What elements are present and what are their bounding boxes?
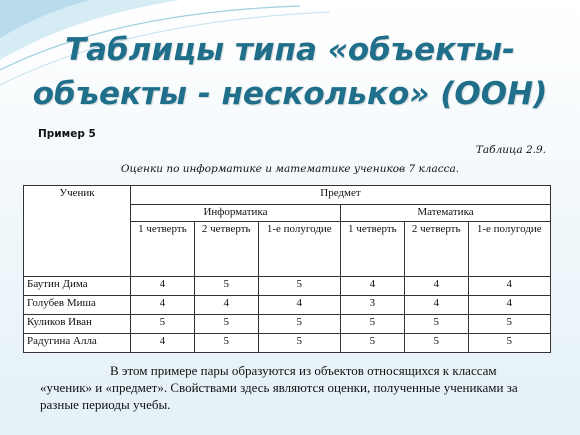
grades-table	[23, 185, 551, 353]
table-row	[24, 315, 551, 334]
summary-paragraph: В этом примере пары образуются из объектов относящихся к классам «ученик» и «предмет». Свойствами здесь являются оценки, полученные учениками за разные периоды учебы.	[40, 363, 518, 412]
grade-cell: 5	[340, 334, 404, 353]
grade-cell: 5	[194, 334, 258, 353]
student-name: Голубев Миша	[24, 296, 131, 315]
subject-mathematics: Математика	[340, 205, 550, 222]
grade-cell: 5	[404, 315, 468, 334]
grade-cell: 5	[340, 315, 404, 334]
period-header: 2 четверть	[194, 222, 258, 277]
example-label: Пример 5	[38, 128, 96, 140]
subject-informatics: Информатика	[131, 205, 341, 222]
table-number: Таблица 2.9.	[475, 144, 546, 156]
grade-cell: 4	[131, 296, 195, 315]
grade-cell: 5	[468, 334, 550, 353]
grade-cell: 5	[468, 315, 550, 334]
period-header: 1-е полугодие	[468, 222, 550, 277]
grade-cell: 4	[468, 277, 550, 296]
student-header: Ученик	[24, 186, 131, 277]
table-caption: Оценки по информатике и математике учеников 7 класса.	[120, 163, 460, 175]
period-header: 1-е полугодие	[258, 222, 340, 277]
student-name: Радугина Алла	[24, 334, 131, 353]
grade-cell: 4	[468, 296, 550, 315]
grade-cell: 5	[258, 334, 340, 353]
grade-cell: 4	[340, 277, 404, 296]
period-header: 1 четверть	[340, 222, 404, 277]
grade-cell: 5	[194, 277, 258, 296]
table-row	[24, 296, 551, 315]
grade-cell: 4	[131, 334, 195, 353]
grade-cell: 4	[404, 277, 468, 296]
grade-cell: 4	[194, 296, 258, 315]
grade-cell: 4	[404, 296, 468, 315]
period-header: 2 четверть	[404, 222, 468, 277]
period-header: 1 четверть	[131, 222, 195, 277]
table-row	[24, 277, 551, 296]
grade-cell: 5	[258, 315, 340, 334]
subject-header: Предмет	[131, 186, 551, 205]
grade-cell: 5	[131, 315, 195, 334]
student-name: Куликов Иван	[24, 315, 131, 334]
grade-cell: 4	[258, 296, 340, 315]
student-name: Баутин Дима	[24, 277, 131, 296]
slide-title: Таблицы типа «объекты-объекты - несколько» (ООН)	[32, 32, 548, 112]
grade-cell: 5	[194, 315, 258, 334]
grade-cell: 4	[131, 277, 195, 296]
grade-cell: 5	[258, 277, 340, 296]
table-row	[24, 334, 551, 353]
grade-cell: 3	[340, 296, 404, 315]
grade-cell: 5	[404, 334, 468, 353]
